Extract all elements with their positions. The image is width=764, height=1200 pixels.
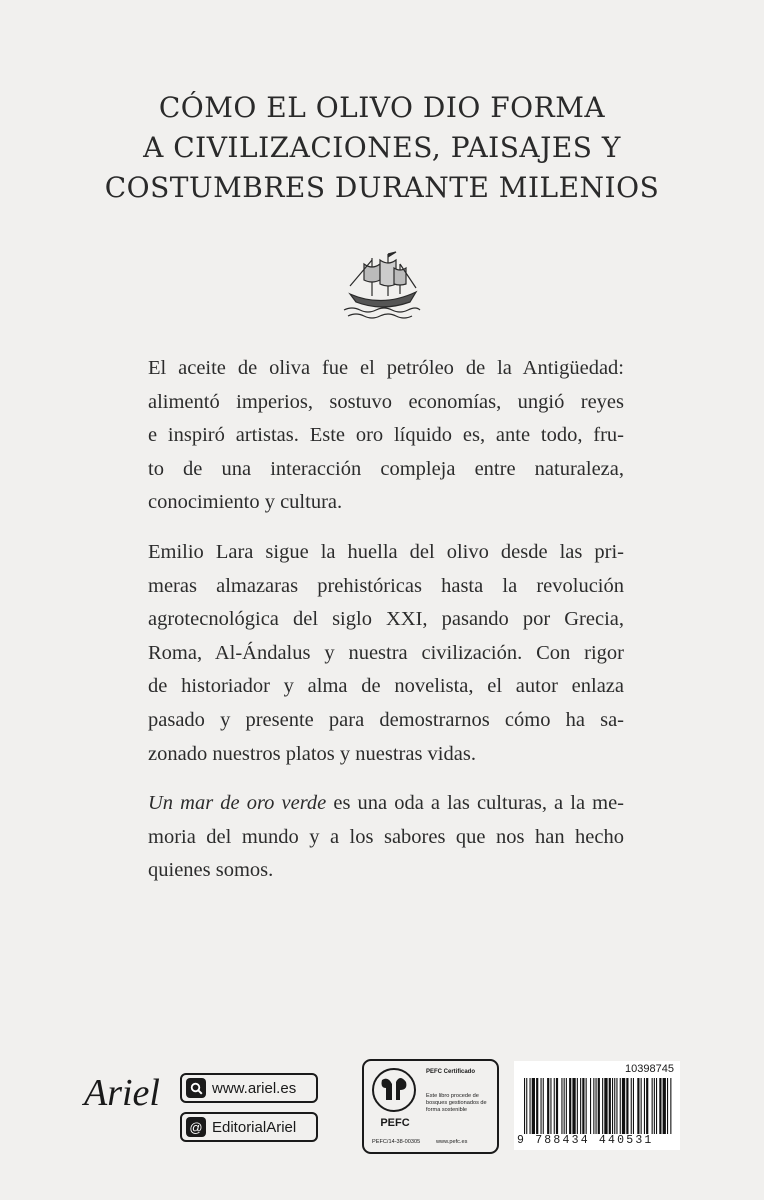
text-line: moria del mundo y a los sabores que nos han hecho <box>148 825 624 848</box>
barcode-bar <box>654 1078 655 1134</box>
synopsis <box>148 352 624 904</box>
barcode-bar <box>547 1078 549 1134</box>
ship-engraving-icon <box>342 250 422 320</box>
headline-line: A CIVILIZACIONES, PAISAJES Y <box>143 131 621 164</box>
barcode-bar <box>631 1078 632 1134</box>
barcode-bar <box>590 1078 591 1134</box>
barcode-bar <box>670 1078 671 1134</box>
barcode-bar <box>530 1078 531 1134</box>
barcode-bar <box>541 1078 542 1134</box>
barcode-bar <box>646 1078 648 1134</box>
pefc-url: www.pefc.es <box>436 1139 468 1145</box>
barcode-bar <box>616 1078 617 1134</box>
book-title: Un mar de oro verde <box>148 792 327 815</box>
text-line: e inspiró artistas. Este oro líquido es, ante todo, fru- <box>148 424 624 447</box>
barcode-bar <box>543 1078 544 1134</box>
barcode-bar <box>593 1078 594 1134</box>
barcode-bar <box>572 1078 575 1134</box>
barcode-bar <box>637 1078 639 1134</box>
barcode-bar <box>667 1078 668 1134</box>
synopsis-paragraph <box>148 536 624 771</box>
text-fragment: es una oda a las culturas, a la me- <box>326 792 624 815</box>
barcode-bar <box>652 1078 653 1134</box>
barcode-bar <box>554 1078 555 1134</box>
headline-line: CÓMO EL OLIVO DIO FORMA <box>158 91 606 124</box>
social-handle-text: EditorialAriel <box>212 1118 297 1136</box>
pefc-brand: PEFC <box>380 1117 410 1129</box>
barcode-bar <box>598 1078 600 1134</box>
barcode-bar <box>582 1078 584 1134</box>
text-line: de historiador y alma de novelista, el autor enlaza <box>148 675 624 698</box>
text-line: quienes somos. <box>148 859 274 882</box>
barcode-bar <box>602 1078 603 1134</box>
barcode-bar <box>659 1078 661 1134</box>
pefc-title: PEFC Certificado <box>426 1069 476 1075</box>
search-icon <box>186 1078 206 1098</box>
barcode-bar <box>569 1078 571 1134</box>
barcode-bar <box>577 1078 578 1134</box>
ean-number: 9 788434 440531 <box>517 1134 654 1147</box>
barcode-bar <box>644 1078 645 1134</box>
text-line <box>148 787 624 821</box>
text-line: agrotecnológica del siglo XXI, pasando por Grecia, <box>148 608 624 631</box>
pefc-certification <box>362 1059 499 1154</box>
barcode-bar <box>604 1078 607 1134</box>
barcode-bar <box>614 1078 615 1134</box>
barcode-bar <box>524 1078 525 1134</box>
text-line: El aceite de oliva fue el petróleo de la Antigüedad: <box>148 357 624 379</box>
text-line: alimentó imperios, sostuvo economías, ungió reyes <box>148 390 624 413</box>
website-text: www.ariel.es <box>212 1079 297 1097</box>
text-line: zonado nuestros platos y nuestras vidas. <box>148 742 476 765</box>
barcode-bar <box>556 1078 558 1134</box>
barcode-bar <box>656 1078 657 1134</box>
text-line: Emilio Lara sigue la huella del olivo desde las pri- <box>148 540 624 563</box>
barcode-bars <box>524 1078 672 1134</box>
barcode-bar <box>586 1078 587 1134</box>
barcode-bar <box>641 1078 642 1134</box>
barcode-bar <box>596 1078 597 1134</box>
barcode-bar <box>564 1078 565 1134</box>
synopsis-paragraph <box>148 787 624 888</box>
pefc-code: PEFC/14-38-00305 <box>372 1139 421 1145</box>
headline-line: COSTUMBRES DURANTE MILENIOS <box>104 171 660 204</box>
headline <box>60 88 704 208</box>
text-line: conocimiento y cultura. <box>148 491 343 514</box>
pefc-description: Este libro procede de bosques gestionados de forma sostenible <box>426 1093 487 1113</box>
publisher-logo: Ariel <box>84 1072 160 1114</box>
barcode-bar <box>633 1078 634 1134</box>
barcode-bar <box>626 1078 628 1134</box>
barcode-bar <box>526 1078 527 1134</box>
pefc-tree-icon <box>372 1068 416 1112</box>
text-line: meras almazaras prehistóricas hasta la revolución <box>148 574 624 597</box>
social-handle-link[interactable] <box>180 1112 318 1142</box>
barcode-bar <box>663 1078 666 1134</box>
barcode-bar <box>620 1078 621 1134</box>
barcode-bar <box>622 1078 625 1134</box>
text-line: pasado y presente para demostrarnos cómo ha sa- <box>148 708 624 731</box>
barcode-bar <box>580 1078 581 1134</box>
barcode-bar <box>609 1078 611 1134</box>
product-code: 10398745 <box>625 1063 674 1075</box>
text-line: Roma, Al-Ándalus y nuestra civilización. Con rigor <box>148 641 624 664</box>
barcode-bar <box>612 1078 613 1134</box>
website-link[interactable] <box>180 1073 318 1103</box>
at-icon: @ <box>186 1117 206 1137</box>
barcode-bar <box>566 1078 567 1134</box>
barcode-bar <box>550 1078 551 1134</box>
barcode-bar <box>532 1078 535 1134</box>
barcode-bar <box>536 1078 538 1134</box>
synopsis-paragraph <box>148 352 624 520</box>
barcode-bar <box>561 1078 562 1134</box>
barcode <box>514 1061 680 1150</box>
text-line: to de una interacción compleja entre naturaleza, <box>148 457 624 480</box>
